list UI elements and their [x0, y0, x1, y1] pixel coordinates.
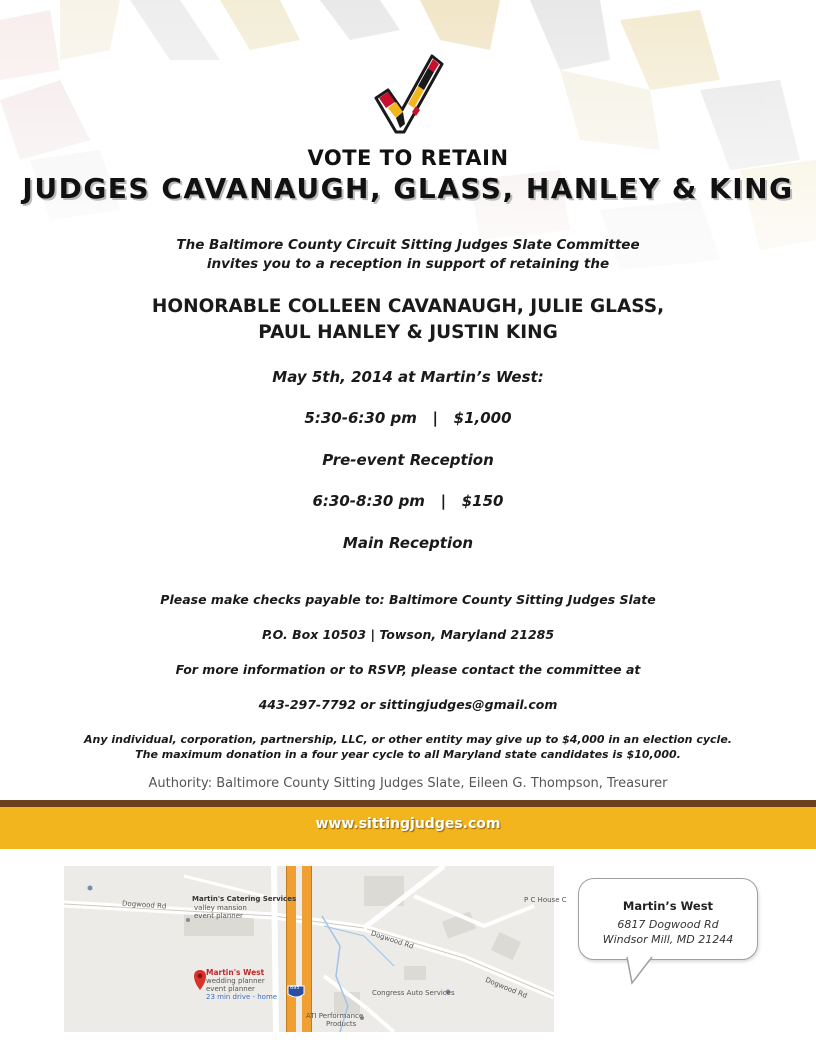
map-label-dogwood-mid: Dogwood Rd	[369, 929, 415, 951]
venue-callout	[578, 878, 758, 960]
map-label-martins-drive: 23 min drive - home	[206, 993, 278, 1001]
map-label-dogwood-left: Dogwood Rd	[121, 899, 167, 911]
map-label-highway: 695	[290, 985, 300, 991]
authority-line: Authority: Baltimore County Sitting Judges Slate, Eileen G. Thompson, Treasurer	[148, 776, 668, 791]
event-time-main: 6:30-8:30 pm | $150	[312, 492, 504, 510]
location-map[interactable]	[64, 866, 567, 1032]
event-date: May 5th, 2014 at Martin’s West:	[272, 368, 544, 386]
headline-vote-to-retain: VOTE TO RETAIN	[307, 146, 509, 170]
venue-street: 6817 Dogwood Rd	[617, 918, 719, 931]
venue-name: Martin’s West	[622, 899, 714, 913]
map-label-congress: Congress Auto Services	[372, 989, 455, 997]
band-edge	[0, 800, 816, 807]
honorees-block	[0, 294, 816, 346]
legal-line-1: Any individual, corporation, partnership, LLC, or other entity may give up to $4,000 in an election cycle.	[84, 733, 732, 746]
intro-line-1: The Baltimore County Circuit Sitting Judges Slate Committee	[176, 237, 640, 253]
honorees-line-1: HONORABLE COLLEEN CAVANAUGH, JULIE GLASS,	[151, 296, 665, 317]
contribution-limits	[0, 732, 816, 762]
map-label-martins-sub1: wedding planner	[206, 977, 265, 985]
callout-tail	[626, 957, 656, 985]
contact-info: 443-297-7792 or sittingjudges@gmail.com	[258, 697, 558, 712]
map-label-pc-house: P C House C	[524, 896, 567, 904]
rsvp-text: For more information or to RSVP, please contact the committee at	[175, 662, 641, 677]
map-graphic	[64, 866, 554, 1032]
poi-dot-icon	[88, 886, 93, 891]
map-label-catering-sub1: valley mansion	[194, 904, 247, 912]
headline-judges: JUDGES CAVANAUGH, GLASS, HANLEY & KING	[22, 172, 794, 205]
intro-line-2: invites you to a reception in support of retaining the	[206, 256, 610, 272]
honorees-line-2: PAUL HANLEY & JUSTIN KING	[258, 322, 558, 343]
map-label-ati-2: Products	[326, 1020, 357, 1028]
legal-line-2: The maximum donation in a four year cycle to all Maryland state candidates is $10,000.	[135, 748, 681, 761]
event-label-pre: Pre-event Reception	[322, 451, 494, 469]
map-label-catering: Martin's Catering Services	[192, 895, 297, 903]
map-label-ati-1: ATI Performance	[306, 1012, 364, 1020]
map-label-catering-sub2: event planner	[194, 912, 243, 920]
maryland-checkmark-logo	[372, 52, 444, 136]
checks-payable-text: Please make checks payable to: Baltimore County Sitting Judges Slate	[160, 592, 656, 607]
intro-text	[0, 236, 816, 274]
venue-city: Windsor Mill, MD 21244	[602, 933, 734, 946]
mailing-address: P.O. Box 10503 | Towson, Maryland 21285	[261, 627, 555, 642]
poi-dot-icon	[186, 918, 190, 922]
event-label-main: Main Reception	[342, 534, 474, 552]
event-time-pre: 5:30-6:30 pm | $1,000	[304, 409, 512, 427]
map-label-dogwood-right: Dogwood Rd	[484, 975, 529, 1001]
website-link[interactable]: www.sittingjudges.com	[315, 816, 501, 832]
map-label-martins-sub2: event planner	[206, 985, 255, 993]
map-label-martins-west: Martin's West	[206, 968, 265, 977]
